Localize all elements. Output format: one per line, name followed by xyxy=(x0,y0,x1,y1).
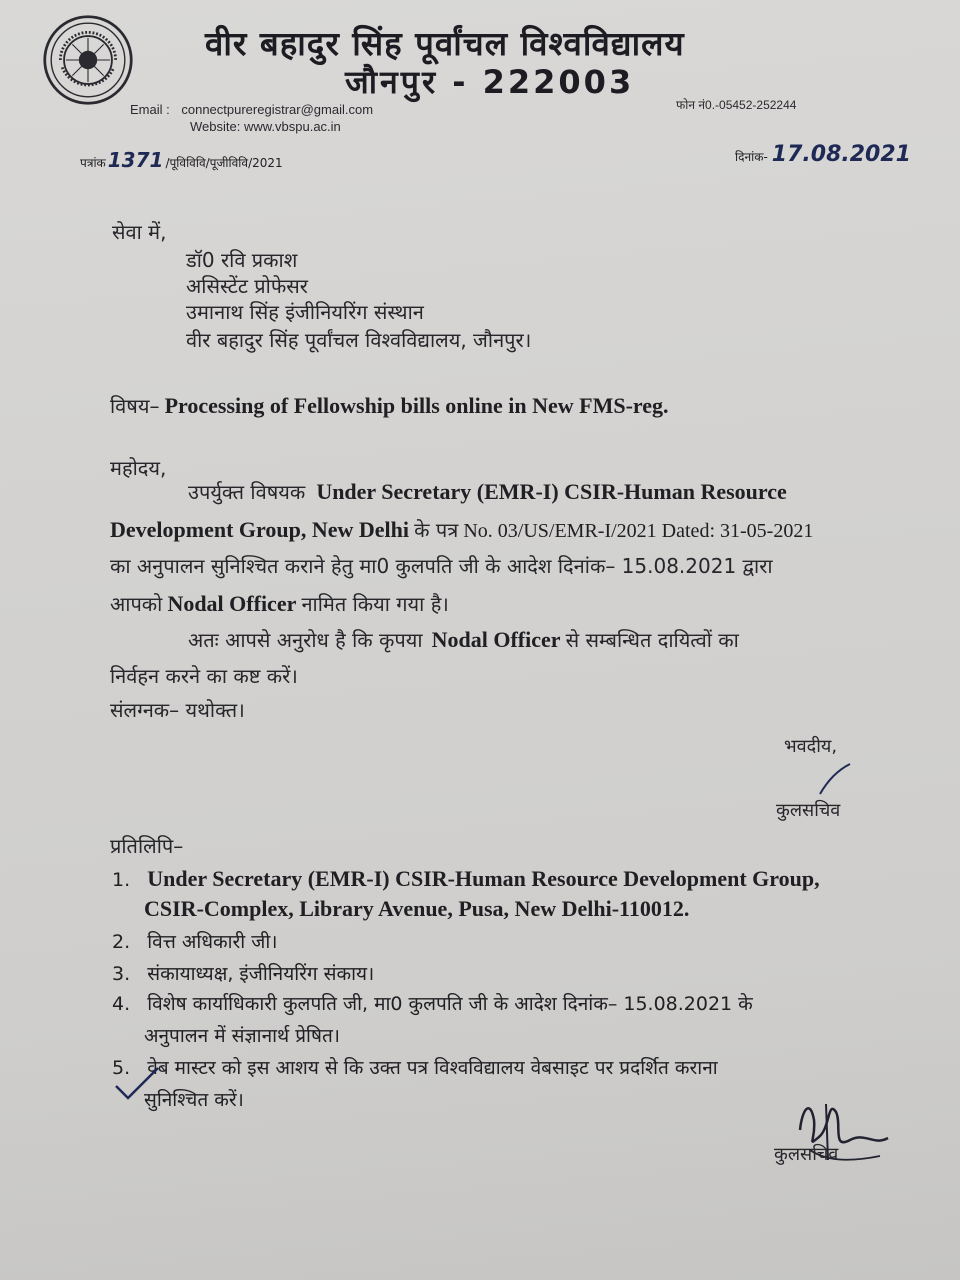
p1-text: उपर्युक्त विषयक xyxy=(188,480,306,504)
p1-text: आपको xyxy=(110,592,163,616)
paragraph-1-line-3: का अनुपालन सुनिश्चित कराने हेतु मा0 कुलपति जी के आदेश दिनांक– 15.08.2021 द्वारा xyxy=(110,554,773,578)
subject-label: विषय– xyxy=(110,394,160,418)
email-line xyxy=(130,102,373,117)
copy-item xyxy=(112,990,753,1016)
copy-number: 2. xyxy=(112,931,131,953)
paragraph-1-line-4 xyxy=(110,590,449,617)
designation: कुलसचिव xyxy=(776,800,841,821)
final-designation: कुलसचिव xyxy=(774,1144,839,1165)
reference-date xyxy=(735,142,911,167)
phone-number: 05452-252244 xyxy=(719,98,797,112)
p1-text: नामित किया गया है। xyxy=(301,592,449,616)
copy-text: संकायाध्यक्ष, इंजीनियरिंग संकाय। xyxy=(147,963,375,985)
patrank-handwritten: 1371 xyxy=(107,148,164,172)
date-handwritten: 17.08.2021 xyxy=(771,142,911,167)
email-address[interactable]: connectpureregistrar@gmail.com xyxy=(181,102,374,117)
reference-number xyxy=(80,148,283,172)
recipient-line: वीर बहादुर सिंह पूर्वांचल विश्वविद्यालय, जौनपुर। xyxy=(186,328,532,352)
p1-bold-text: Nodal Officer xyxy=(167,591,297,616)
patrank-suffix: /पूविविवि/पूजीविवि/2021 xyxy=(165,156,283,170)
copy-text-line2: सुनिश्चित करें। xyxy=(144,1089,244,1111)
recipient-line: डॉ0 रवि प्रकाश xyxy=(186,248,298,272)
p1-bold-text: Development Group, New Delhi xyxy=(110,517,410,542)
p1-text: के पत्र xyxy=(414,518,459,542)
email-label: Email : xyxy=(130,102,170,117)
date-label: दिनांक- xyxy=(735,150,768,164)
copies-label: प्रतिलिपि– xyxy=(110,834,184,858)
p2-text: से सम्बन्धित दायित्वों का xyxy=(565,628,739,652)
handwritten-signature-icon xyxy=(770,1090,900,1180)
phone-label: फोन नं0.- xyxy=(676,98,720,112)
website-label: Website: xyxy=(190,119,241,134)
university-name: वीर बहादुर सिंह पूर्वांचल विश्वविद्यालय xyxy=(205,24,685,63)
recipient-line: असिस्टेंट प्रोफेसर xyxy=(186,274,308,298)
copy-number: 5. xyxy=(112,1057,131,1079)
salutation-to: सेवा में, xyxy=(112,220,167,244)
copy-number: 3. xyxy=(112,963,131,985)
paragraph-2-line-2: निर्वहन करने का कष्ट करें। xyxy=(110,664,298,688)
phone-line xyxy=(676,96,796,113)
subject-text: Processing of Fellowship bills online in New FMS-reg. xyxy=(164,393,669,418)
copy-text: Under Secretary (EMR-I) CSIR-Human Resource Development Group, xyxy=(147,866,820,891)
subject-line xyxy=(110,392,669,419)
checkmark-icon xyxy=(112,1064,162,1104)
city-pincode: जौनपुर - 222003 xyxy=(345,63,635,101)
p1-bold-text: Under Secretary (EMR-I) CSIR-Human Resource xyxy=(316,479,787,504)
copy-text: विशेष कार्याधिकारी कुलपति जी, मा0 कुलपति जी के आदेश दिनांक– 15.08.2021 के xyxy=(147,993,753,1015)
copy-text: वेब मास्टर को इस आशय से कि उक्त पत्र विश्वविद्यालय वेबसाइट पर प्रदर्शित कराना xyxy=(147,1057,718,1079)
signature-mark-icon xyxy=(800,760,860,800)
copy-item xyxy=(112,866,820,892)
copy-number: 4. xyxy=(112,993,131,1015)
enclosure: संलग्नक– यथोक्त। xyxy=(110,698,245,722)
copy-text-line2: CSIR-Complex, Library Avenue, Pusa, New Delhi-110012. xyxy=(144,896,690,921)
copy-text-line2: अनुपालन में संज्ञानार्थ प्रेषित। xyxy=(144,1025,340,1047)
copy-item xyxy=(112,928,277,954)
paragraph-1-line-1 xyxy=(188,478,787,505)
patrank-label: पत्रांक xyxy=(80,156,106,170)
paragraph-1-line-2 xyxy=(110,516,813,543)
website-url[interactable]: www.vbspu.ac.in xyxy=(243,119,341,134)
closing: भवदीय, xyxy=(784,736,838,757)
website-line xyxy=(190,119,341,134)
copy-text: वित्त अधिकारी जी। xyxy=(147,931,278,953)
p2-bold-text: Nodal Officer xyxy=(431,627,561,652)
university-seal-icon xyxy=(42,14,134,106)
recipient-line: उमानाथ सिंह इंजीनियरिंग संस्थान xyxy=(186,300,424,324)
copy-number: 1. xyxy=(112,869,131,891)
copy-item xyxy=(112,960,374,986)
paragraph-2-line-1 xyxy=(188,626,739,653)
greeting: महोदय, xyxy=(110,456,167,480)
copy-item xyxy=(112,1054,718,1080)
p2-text: अतः आपसे अनुरोध है कि कृपया xyxy=(188,628,423,652)
p1-letter-ref: No. 03/US/EMR-I/2021 Dated: 31-05-2021 xyxy=(463,520,814,542)
